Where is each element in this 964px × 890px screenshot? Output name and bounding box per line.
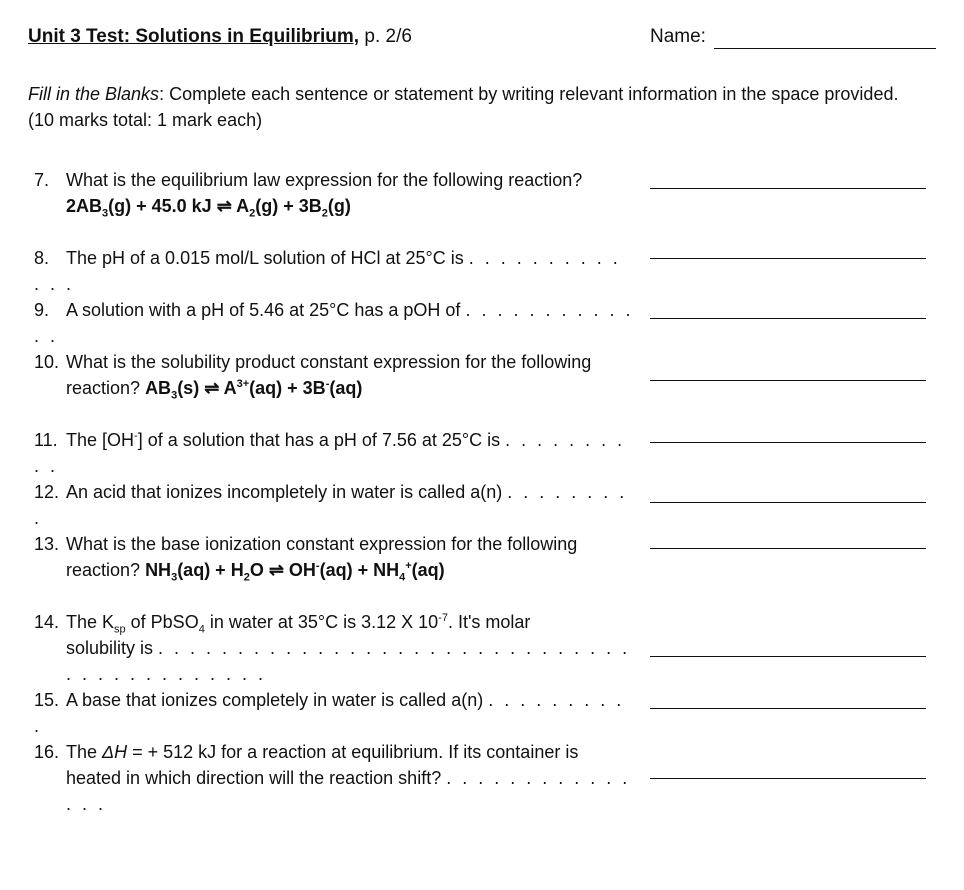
question-14: [34, 609, 634, 687]
question-text: The: [66, 742, 103, 762]
answer-line-9[interactable]: [650, 318, 926, 319]
question-text: The K: [66, 612, 115, 632]
question-number: 15.: [34, 690, 60, 710]
question-text: What is the base ionization constant expression for the following: [66, 534, 578, 554]
subscript: sp: [114, 623, 126, 636]
instructions: [28, 81, 928, 133]
leader-dots: . . . . . . . . . . . . . . . . . . . . . . . . . . . . . . . . . . . . . . . . . . .: [66, 638, 631, 684]
leader-dots: . . . . . . . . . .: [34, 430, 626, 476]
question-13: [34, 531, 634, 583]
question-number: 7.: [34, 170, 50, 190]
question-number: 10.: [34, 352, 60, 372]
question-text-line2: heated in which direction will the reaction shift? . . . . . . . . . . . . . . .: [66, 768, 631, 814]
answer-line-11[interactable]: [650, 442, 926, 443]
question-text: The [OH: [66, 430, 135, 450]
question-text: What is the solubility product constant expression for the following: [66, 352, 592, 372]
question-text: ] of a solution that has a pH of 7.56 at 25°C is: [137, 430, 501, 450]
question-text: A solution with a pH of 5.46 at 25°C has a pOH of: [66, 300, 461, 320]
question-text-line2: reaction? $NH_3(aq) + H_2O$ ⇌ $OH^-(aq) + NH_4^+(aq)$: [66, 560, 445, 584]
question-text: A base that ionizes completely in water is called a(n): [66, 690, 484, 710]
superscript: -: [134, 430, 138, 442]
question-number: 16.: [34, 742, 60, 762]
superscript: -7: [438, 612, 448, 624]
question-number: 11.: [34, 430, 58, 450]
answer-line-13[interactable]: [650, 548, 926, 549]
question-text: What is the equilibrium law expression for the following reaction?: [66, 170, 583, 190]
question-text: . It's molar: [447, 612, 531, 632]
answer-line-7[interactable]: [650, 188, 926, 189]
instructions-text: : Complete each sentence or statement by writing relevant information in the space provided. (10 marks total: 1 mark each): [28, 84, 899, 130]
answer-line-8[interactable]: [650, 258, 926, 259]
question-text-line2: reaction? $AB_3(s)$ ⇌ $A^{3+}(aq) + 3B^-(aq)$: [66, 378, 363, 402]
answer-line-12[interactable]: [650, 502, 926, 503]
name-field[interactable]: [714, 48, 936, 49]
answer-line-16[interactable]: [650, 778, 926, 779]
question-text: = + 512 kJ for a reaction at equilibrium. If its container is: [127, 742, 579, 762]
question-number: 8.: [34, 248, 50, 268]
equation: $AB_3(s)$ ⇌ $A^{3+}(aq) + 3B^-(aq)$: [145, 378, 363, 402]
leader-dots: . . . . . . . . . . . . .: [34, 248, 621, 294]
question-number: 14.: [34, 612, 60, 632]
question-16: [34, 739, 634, 817]
question-text: The pH of a 0.015 mol/L solution of HCl at 25°C is: [66, 248, 464, 268]
name-label: Name:: [650, 26, 706, 47]
question-text: in water at 35°C is 3.12 X 10: [204, 612, 439, 632]
question-15: [34, 687, 634, 739]
question-text: An acid that ionizes incompletely in water is called a(n): [66, 482, 503, 502]
answer-line-15[interactable]: [650, 708, 926, 709]
question-number: 12.: [34, 482, 60, 502]
delta-h-symbol: ΔH: [102, 742, 128, 762]
question-number: 9.: [34, 300, 50, 320]
question-7: [34, 167, 634, 219]
section-heading: Fill in the Blanks: [28, 84, 160, 104]
question-text: of PbSO: [125, 612, 199, 632]
subscript: 4: [198, 623, 205, 636]
page-number: p. 2/6: [359, 26, 412, 47]
answer-line-10[interactable]: [650, 380, 926, 381]
question-10: [34, 349, 634, 401]
question-11: [34, 427, 634, 479]
question-8: [34, 245, 634, 297]
question-12: [34, 479, 634, 531]
leader-dots: . . . . . . . . .: [34, 482, 628, 528]
question-number: 13.: [34, 534, 60, 554]
equation: $NH_3(aq) + H_2O$ ⇌ $OH^-(aq) + NH_4^+(aq)$: [145, 560, 445, 584]
leader-dots: . . . . . . . . . .: [34, 690, 625, 736]
leader-dots: . . . . . . . . . . . . .: [34, 300, 634, 346]
test-title: Unit 3 Test: Solutions in Equilibrium,: [28, 26, 360, 47]
leader-dots: . . . . . . . . . . . . . . .: [66, 768, 631, 814]
page-title: [28, 26, 412, 48]
question-9: [34, 297, 634, 349]
answer-line-14[interactable]: [650, 656, 926, 657]
question-text-line2: solubility is . . . . . . . . . . . . . . . . . . . . . . . . . . . . . . . . . . . . . . . . . . .: [66, 638, 631, 684]
equation: $2AB_3(g) + 45.0$ kJ ⇌ $A_2(g) + 3B_2(g)$: [66, 196, 351, 220]
